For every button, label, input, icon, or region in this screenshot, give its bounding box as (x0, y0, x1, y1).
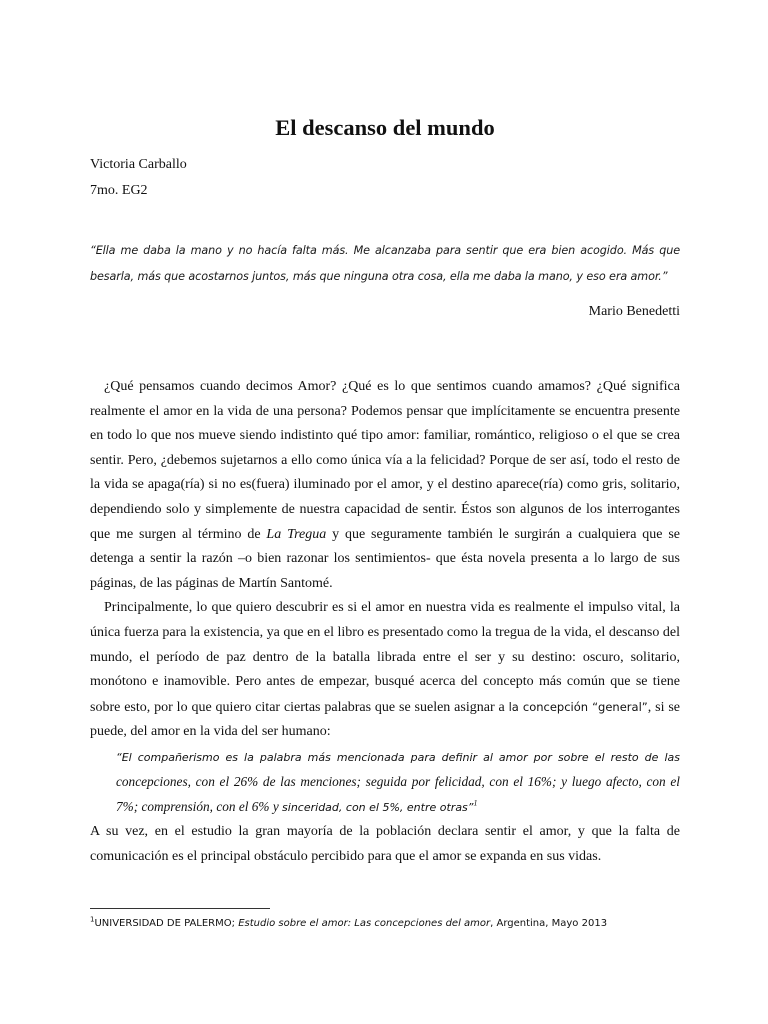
block-quote (116, 745, 680, 821)
paragraph-1 (90, 375, 680, 596)
epigraph-author: Mario Benedetti (588, 304, 680, 319)
course-label: 7mo. EG2 (90, 183, 148, 198)
block-quote-text-a: “El compañerismo es la palabra más mencionada para definir al amor por sobre el resto de las (116, 750, 680, 764)
footnote-reference[interactable]: 1 (473, 798, 478, 808)
paragraph-2 (90, 596, 680, 745)
essay-body (90, 375, 680, 870)
paragraph-1-text-b: y que seguramente también le surgirán a cualquiera que se detenga a sentir la razón –o bien razonar los sentimientos- que ésta novela presenta a lo largo de sus páginas, de las páginas de Martín Santomé. (90, 526, 680, 591)
paragraph-1-text-a: ¿Qué pensamos cuando decimos Amor? ¿Qué es lo que sentimos cuando amamos? ¿Qué significa realmente el amor en la vida de una persona? Podemos pensar que implícitamente se encuentra presente en todo lo que nos mueve siendo indistinto qué tipo amor: familiar, romántico, religioso o el que se crea sentir. Pero, ¿debemos sujetarnos a ello como única vía a la felicidad? Porque de ser así, todo el resto de la vida se apaga(ría) si no es(fuera) iluminado por el amor, y el destino aparece(ría) como gris, solitario, dependiendo solo y simplemente de nuestra capacidad de sentir. Éstos son algunos de los interrogantes que me surgen al término de (90, 379, 680, 542)
block-quote-text-c: sinceridad, con el 5%, entre otras” (282, 800, 474, 814)
document-title: El descanso del mundo (275, 115, 495, 140)
document-page (90, 0, 680, 1024)
paragraph-2-text-a: Principalmente, lo que quiero descubrir es si el amor en nuestra vida es realmente el impulso vital, la única fuerza para la existencia, ya que en el libro es presentado como la tregua de la vida, el descanso del mundo, el período de paz dentro de la batalla librada entre el ser y su destino: oscuro, solitario, monótono e inamovible. Pero antes de empezar, busqué acerca del concepto más común que se tiene sobre esto, por lo que quiero citar ciertas palabras que se suelen asignar a (90, 600, 680, 715)
footnote-mark: 1 (90, 915, 95, 924)
paragraph-2-text-sans: la concepción “general” (508, 699, 648, 714)
paragraph-3: A su vez, en el estudio la gran mayoría de la población declara sentir el amor, y que la falta de comunicación es el principal obstáculo percibido para que el amor se expanda en sus vidas. (90, 824, 680, 864)
paragraph-2-text-b: , si se puede, del amor en la vida del ser humano: (90, 699, 680, 740)
footnote-location-date: , Argentina, Mayo 2013 (490, 918, 608, 929)
footnote-study-title: Estudio sobre el amor: Las concepciones del amor (238, 918, 491, 929)
footnote-separator (90, 908, 270, 909)
author-name: Victoria Carballo (90, 157, 187, 172)
footnote (90, 917, 690, 931)
footnote-source: UNIVERSIDAD DE PALERMO; (94, 918, 239, 929)
book-title: La Tregua (266, 526, 327, 542)
block-quote-text-b: concepciones, con el 26% de las menciones; seguida por felicidad, con el 16%; y luego afecto, con el 7%; comprensión, con el 6% y (116, 774, 680, 814)
epigraph-quote: “Ella me daba la mano y no hacía falta más. Me alcanzaba para sentir que era bien acogido. Más que besarla, más que acostarnos juntos, más que ninguna otra cosa, ella me daba la mano, y eso era amor.” (90, 244, 680, 283)
